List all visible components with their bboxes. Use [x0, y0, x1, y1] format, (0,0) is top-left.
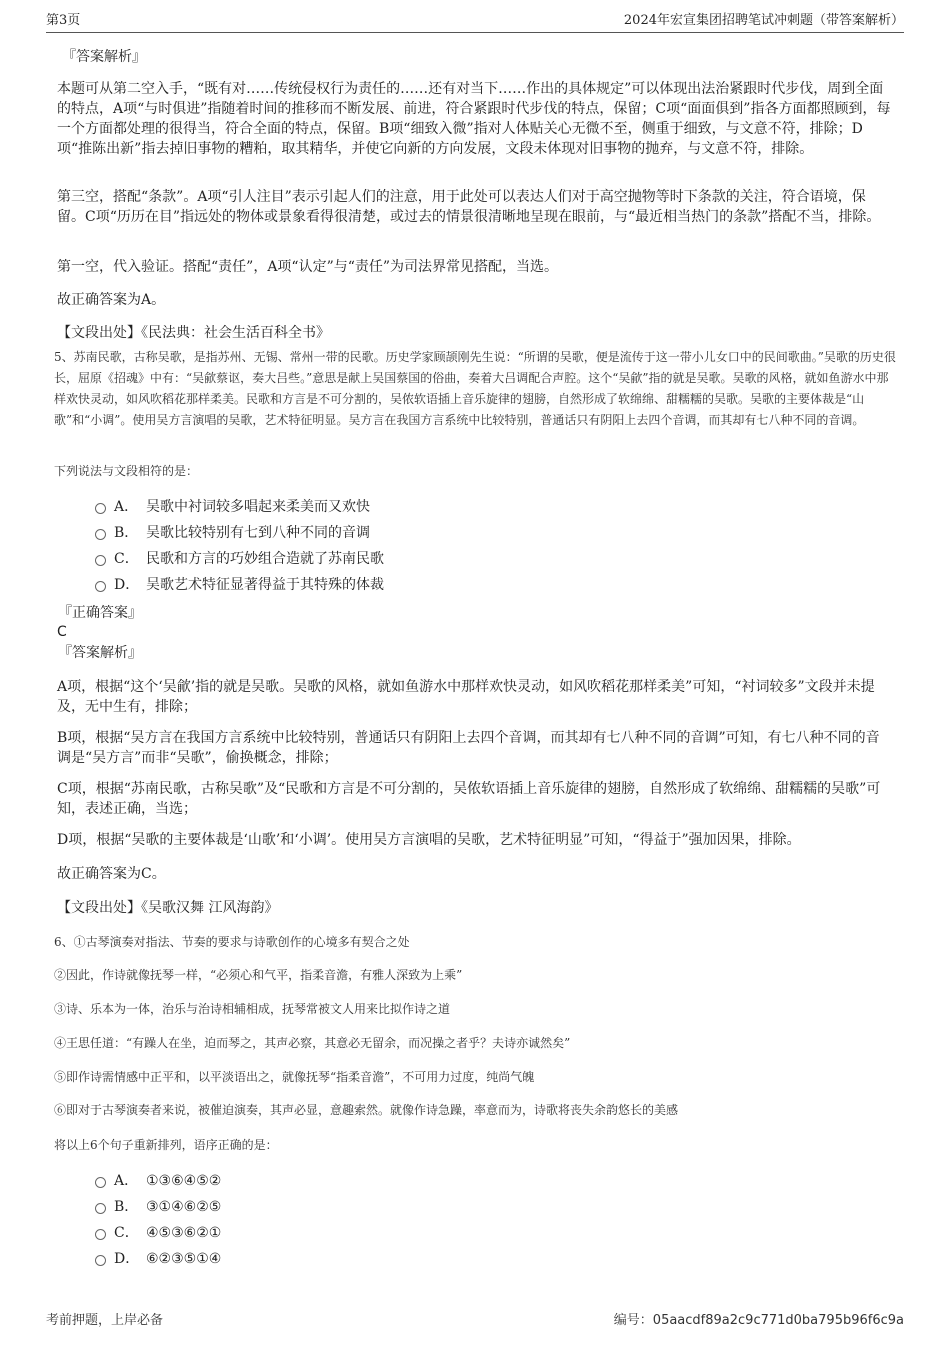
- q6-option-b[interactable]: B． ③①④⑥②⑤: [95, 1197, 221, 1217]
- q6-sentence-2: ②因此，作诗就像抚琴一样，“必须心和气平，指柔音澹，有雅人深致为上乘”: [54, 968, 463, 982]
- document-title: 2024年宏宣集团招聘笔试冲刺题（带答案解析）: [623, 13, 904, 28]
- q5-answer: C: [57, 624, 67, 640]
- q5-option-c[interactable]: C． 民歌和方言的巧妙组合造就了苏南民歌: [95, 549, 384, 569]
- q5-analysis-c: C项，根据“苏南民歌，古称吴歌”及“民歌和方言是不可分割的，吴侬软语插上音乐旋律的翅膀，自然形成了软绵绵、甜糯糯的吴歌”可知，表述正确，当选；: [57, 781, 881, 817]
- q5-option-a[interactable]: A． 吴歌中衬词较多唱起来柔美而又欢快: [95, 497, 370, 517]
- radio-icon[interactable]: [95, 529, 106, 540]
- page-number: 第3页: [46, 13, 81, 28]
- q6-sentence-4: ④王思任道：“有躁人在坐，迫而琴之，其声必察，其意必无留余，而况操之者乎？夫诗亦诚然矣”: [54, 1036, 571, 1050]
- q6-option-d[interactable]: D． ⑥②③⑤①④: [95, 1249, 221, 1269]
- radio-icon[interactable]: [95, 1203, 106, 1214]
- radio-icon[interactable]: [95, 555, 106, 566]
- q5-analysis-b: B项，根据“吴方言在我国方言系统中比较特别，普通话只有阴阳上去四个音调，而其却有七八种不同的音调”可知，有七八种不同的音调是“吴方言”而非“吴歌”，偷换概念，排除；: [57, 730, 880, 766]
- radio-icon[interactable]: [95, 581, 106, 592]
- radio-icon[interactable]: [95, 1177, 106, 1188]
- q4-analysis-conclusion: 故正确答案为A。: [57, 292, 166, 308]
- q5-option-d[interactable]: D． 吴歌艺术特征显著得益于其特殊的体裁: [95, 575, 384, 595]
- q4-analysis-para2: 第三空，搭配“条款”。A项“引人注目”表示引起人们的注意，用于此处可以表达人们对于高空抛物等时下条款的关注，符合语境，保留。C项“历历在目”指远处的物体或景象看得很清楚，或过去的情景很清晰地呈现在眼前，与“最近相当热门的条款”搭配不当，排除。: [57, 189, 881, 225]
- q5-analysis-d: D项，根据“吴歌的主要体裁是‘山歌’和‘小调’。使用吴方言演唱的吴歌，艺术特征明显”可知，“得益于”强加因果，排除。: [57, 832, 801, 848]
- q4-analysis-para3: 第一空，代入验证。搭配“责任”，A项“认定”与“责任”为司法界常见搭配，当选。: [57, 259, 559, 275]
- q5-analysis-a: A项，根据“这个‘吴歈’指的就是吴歌。吴歌的风格，就如鱼游水中那样欢快灵动，如风吹稻花那样柔美”可知，“衬词较多”文段并未提及，无中生有，排除；: [57, 679, 875, 715]
- q6-sentence-6: ⑥即对于古琴演奏者来说，被催迫演奏，其声必显，意趣索然。就像作诗急躁，率意而为，诗歌将丧失余韵悠长的美感: [54, 1103, 679, 1117]
- q5-analysis-label: 『答案解析』: [58, 645, 142, 661]
- q6-sentence-1: 6、①古琴演奏对指法、节奏的要求与诗歌创作的心境多有契合之处: [54, 935, 410, 949]
- radio-icon[interactable]: [95, 503, 106, 514]
- code-value: 05aacdf89a2c9c771d0ba795b96f6c9a: [652, 1313, 904, 1328]
- page-footer: [46, 1310, 904, 1332]
- q5-option-b[interactable]: B． 吴歌比较特别有七到八种不同的音调: [95, 523, 370, 543]
- q4-analysis-para1: 本题可从第二空入手，“既有对……传统侵权行为责任的……还有对当下……作出的具体规定”可以体现出法治紧跟时代步伐，周到全面的特点，A项“与时俱进”指随着时间的推移而不断发展、前进，符合紧跟时代步伐的特点，保留；C项“面面俱到”指各方面都照顾到，每一个方面都处理的很得当，符合全面的特点，保留。B项“细致入微”指对人体贴关心无微不至，侧重于细致，与文意不符，排除；D项“推陈出新”指去掉旧事物的糟粕，取其精华，并使它向新的方向发展，文段未体现对旧事物的抛弃，与文意不符，排除。: [57, 81, 891, 157]
- q4-analysis-label: 『答案解析』: [62, 49, 146, 65]
- document-code: [614, 1310, 904, 1332]
- q4-source: 【文段出处】《民法典：社会生活百科全书》: [57, 325, 330, 341]
- q6-sentence-3: ③诗、乐本为一体，治乐与治诗相辅相成，抚琴常被文人用来比拟作诗之道: [54, 1002, 451, 1016]
- footer-slogan: 考前押题，上岸必备: [46, 1313, 164, 1328]
- q6-question: 将以上6个句子重新排列，语序正确的是：: [54, 1138, 278, 1152]
- code-label: 编号：: [613, 1313, 653, 1328]
- q5-source: 【文段出处】《吴歌汉舞 江风海韵》: [57, 900, 279, 916]
- q5-stem: 5、苏南民歌，古称吴歌，是指苏州、无锡、常州一带的民歌。历史学家顾颉刚先生说：“所谓的吴歌，便是流传于这一带小儿女口中的民间歌曲。”吴歌的历史很长，屈原《招魂》中有：“吴歈蔡讴，奏大吕些。”意思是献上吴国蔡国的俗曲，奏着大吕调配合声腔。这个“吴歈”指的就是吴歌。吴歌的风格，就如鱼游水中那样欢快灵动，如风吹稻花那样柔美。民歌和方言是不可分割的，吴侬软语插上音乐旋律的翅膀，自然形成了软绵绵、甜糯糯的吴歌。吴歌的主要体裁是“山歌”和“小调”。使用吴方言演唱的吴歌，艺术特征明显。吴方言在我国方言系统中比较特别，普通话只有阴阳上去四个音调，而其却有七八种不同的音调。: [54, 350, 896, 427]
- q6-option-c[interactable]: C． ④⑤③⑥②①: [95, 1223, 221, 1243]
- q6-option-a[interactable]: A． ①③⑥④⑤②: [95, 1171, 221, 1191]
- radio-icon[interactable]: [95, 1255, 106, 1266]
- q6-sentence-5: ⑤即作诗需情感中正平和，以平淡语出之，就像抚琴“指柔音澹”，不可用力过度，纯尚气魄: [54, 1070, 535, 1084]
- page-header: [46, 10, 904, 33]
- q5-question: 下列说法与文段相符的是：: [54, 464, 199, 478]
- radio-icon[interactable]: [95, 1229, 106, 1240]
- q5-answer-label: 『正确答案』: [58, 605, 142, 621]
- q5-analysis-conclusion: 故正确答案为C。: [57, 866, 166, 882]
